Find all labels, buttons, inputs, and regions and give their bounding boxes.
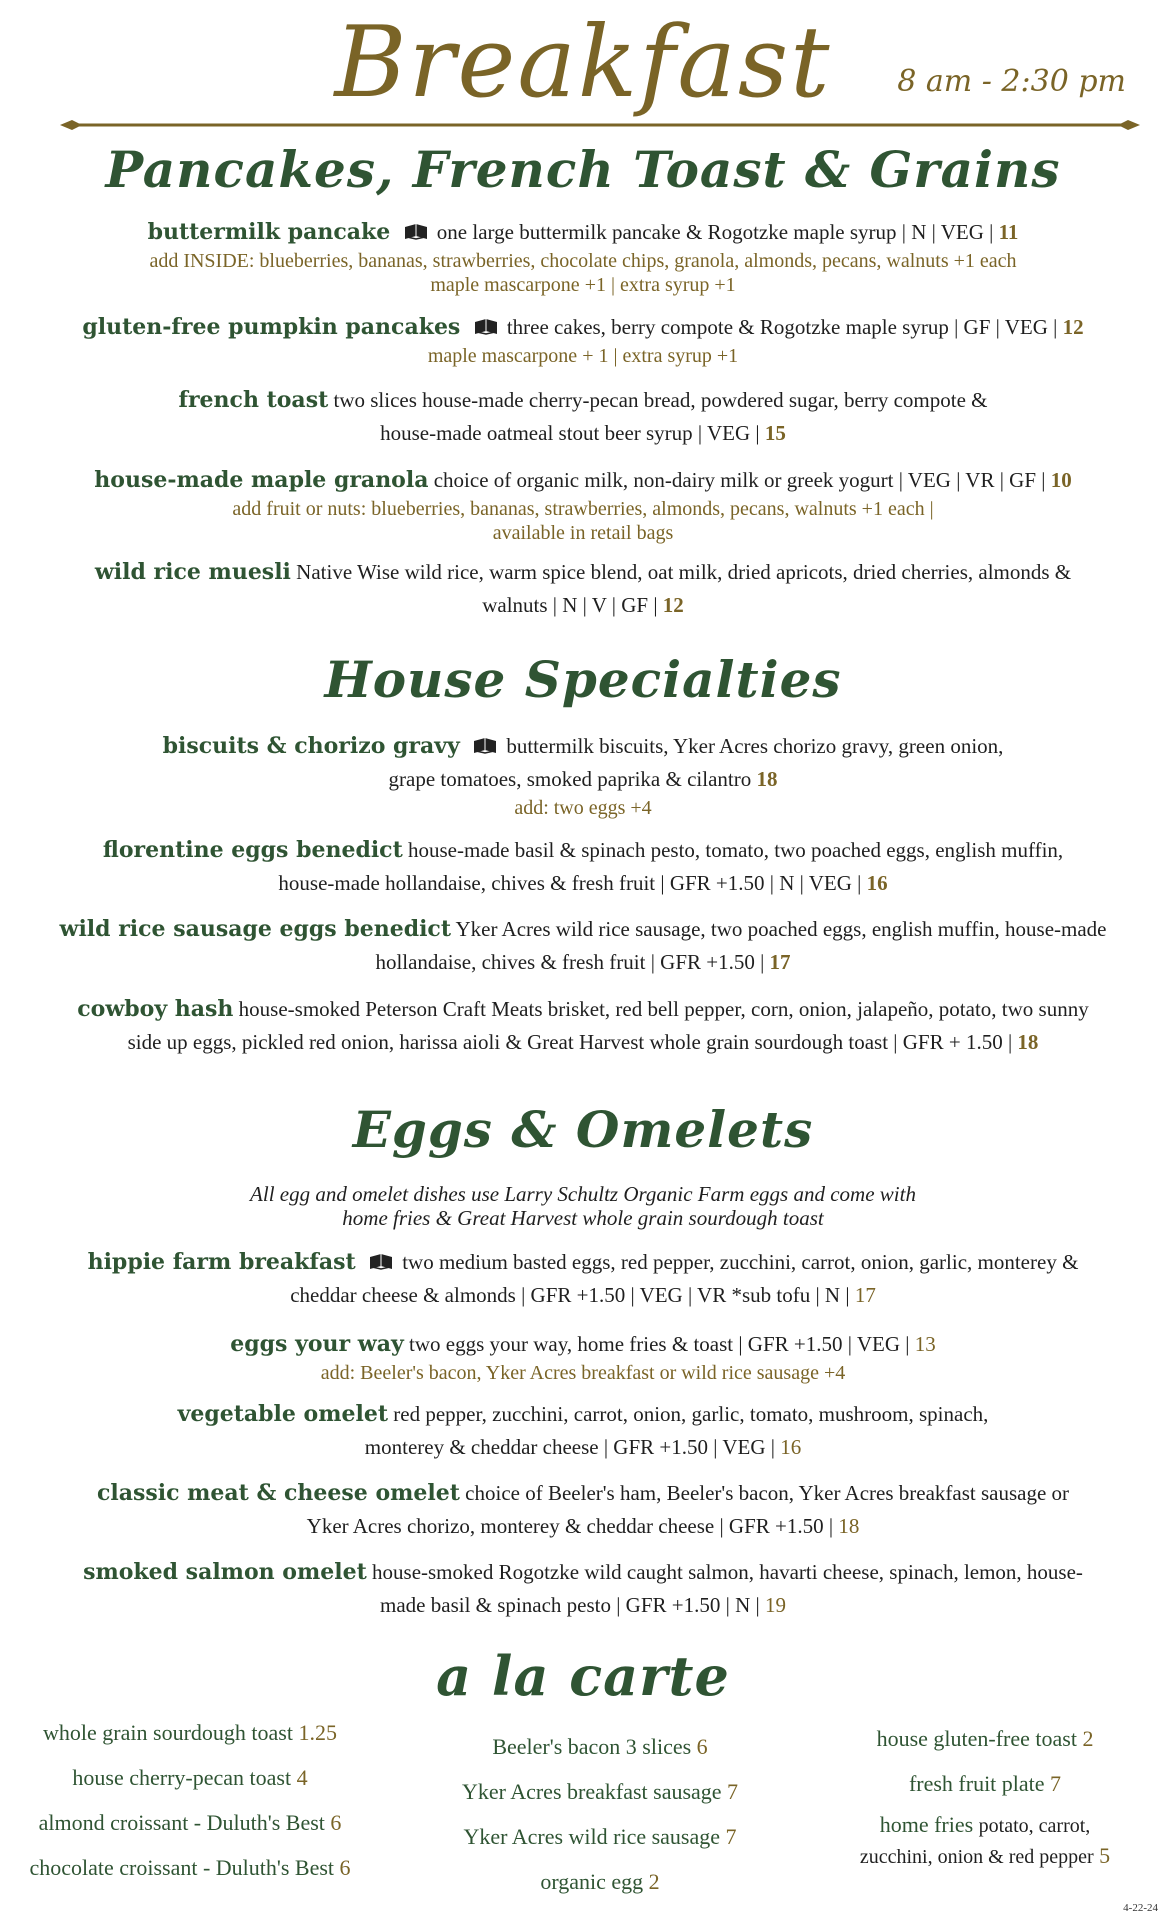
carte-item	[0, 1845, 380, 1890]
item-description: house-made oatmeal stout beer syrup | VEG |	[380, 421, 760, 445]
carte-item-price: 6	[339, 1855, 351, 1880]
carte-item	[400, 1859, 800, 1904]
title-divider	[60, 118, 1140, 132]
carte-item-price: 2	[1082, 1726, 1094, 1751]
item-description: grape tomatoes, smoked paprika & cilantro	[388, 767, 752, 791]
carte-item-price: 1.25	[298, 1720, 337, 1745]
menu-item-wild-rice-muesli	[20, 556, 1146, 622]
item-description: house-smoked Rogotzke wild caught salmon, havarti cheese, spinach, lemon, house-	[372, 1560, 1083, 1584]
item-description: cheddar cheese & almonds | GFR +1.50 | VEG | VR *sub tofu | N |	[290, 1283, 850, 1307]
item-description: house-made basil & spinach pesto, tomato, two poached eggs, english muffin,	[408, 838, 1064, 862]
section-title-a-la-carte: a la carte	[436, 1644, 730, 1708]
carte-item-price: 4	[296, 1765, 308, 1790]
item-description: two slices house-made cherry-pecan bread, powdered sugar, berry compote &	[333, 388, 988, 412]
item-description: walnuts | N | V | GF |	[482, 593, 658, 617]
carte-item-name: organic egg	[540, 1869, 644, 1894]
item-description: red pepper, zucchini, carrot, onion, garlic, tomato, mushroom, spinach,	[393, 1402, 989, 1426]
item-description: side up eggs, pickled red onion, harissa aioli & Great Harvest whole grain sourdough toast | GFR + 1.50 |	[127, 1030, 1013, 1054]
item-description: house-made hollandaise, chives & fresh fruit | GFR +1.50 | N | VEG |	[278, 871, 862, 895]
carte-item	[400, 1724, 800, 1769]
item-description: monterey & cheddar cheese | GFR +1.50 | VEG |	[364, 1435, 775, 1459]
item-description: choice of organic milk, non-dairy milk or greek yogurt | VEG | VR | GF |	[433, 468, 1046, 492]
carte-column-1	[0, 1710, 380, 1890]
item-price: 17	[854, 1283, 876, 1307]
item-name: hippie farm breakfast	[87, 1249, 356, 1275]
menu-item-gf-pumpkin-pancakes	[20, 311, 1146, 368]
carte-item-name: Yker Acres wild rice sausage	[463, 1824, 721, 1849]
item-price: 18	[756, 767, 778, 791]
item-name: vegetable omelet	[177, 1401, 389, 1427]
item-price: 17	[769, 950, 791, 974]
item-addon: add: Beeler's bacon, Yker Acres breakfast or wild rice sausage +4	[320, 1362, 846, 1384]
hours-text: 8 am - 2:30 pm	[897, 64, 1126, 99]
item-description: Native Wise wild rice, warm spice blend, oat milk, dried apricots, dried cherries, almonds &	[296, 560, 1072, 584]
item-name: house-made maple granola	[94, 467, 429, 493]
item-price: 18	[838, 1514, 860, 1538]
item-name: smoked salmon omelet	[83, 1559, 367, 1585]
section-title-pancakes: Pancakes, French Toast & Grains	[105, 140, 1061, 199]
book-icon	[474, 318, 498, 336]
item-name: classic meat & cheese omelet	[96, 1480, 460, 1506]
item-description: two eggs your way, home fries & toast | GFR +1.50 | VEG |	[409, 1332, 910, 1356]
section-title-specialties: House Specialties	[324, 650, 842, 709]
menu-item-cowboy-hash	[20, 993, 1146, 1059]
carte-item-price: 2	[648, 1869, 660, 1894]
item-name: gluten-free pumpkin pancakes	[82, 314, 461, 340]
carte-item-price: 5	[1099, 1843, 1111, 1868]
carte-item-price: 6	[330, 1810, 342, 1835]
carte-item-price: 7	[727, 1779, 739, 1804]
item-price: 16	[780, 1435, 802, 1459]
page-title: Breakfast	[334, 6, 832, 120]
item-description: hollandaise, chives & fresh fruit | GFR +1.50 |	[375, 950, 765, 974]
item-addon: add fruit or nuts: blueberries, bananas, strawberries, almonds, pecans, walnuts +1 each |	[232, 498, 934, 520]
menu-item-florentine-eggs-benedict	[20, 834, 1146, 900]
menu-item-buttermilk-pancake	[20, 216, 1146, 297]
carte-item	[0, 1800, 380, 1845]
item-price: 15	[764, 421, 786, 445]
item-description: one large buttermilk pancake & Rogotzke maple syrup | N | VEG |	[436, 220, 994, 244]
item-price: 10	[1050, 468, 1072, 492]
carte-item-name: whole grain sourdough toast	[43, 1720, 293, 1745]
item-price: 13	[914, 1332, 936, 1356]
item-description: three cakes, berry compote & Rogotzke maple syrup | GF | VEG |	[506, 315, 1058, 339]
menu-item-biscuits-chorizo-gravy	[20, 730, 1146, 820]
carte-item	[810, 1761, 1160, 1806]
carte-item-name: house cherry-pecan toast	[72, 1765, 292, 1790]
menu-item-french-toast	[20, 384, 1146, 450]
menu-item-wild-rice-sausage-benedict	[20, 913, 1146, 979]
item-price: 11	[998, 220, 1019, 244]
menu-item-classic-meat-cheese-omelet	[20, 1477, 1146, 1543]
item-name: wild rice muesli	[94, 559, 291, 585]
carte-column-2	[400, 1724, 800, 1904]
carte-item-name: house gluten-free toast	[876, 1726, 1077, 1751]
book-icon	[473, 737, 497, 755]
item-price: 12	[1062, 315, 1084, 339]
carte-item-name: almond croissant - Duluth's Best	[38, 1810, 325, 1835]
menu-item-eggs-your-way	[20, 1328, 1146, 1385]
carte-item	[400, 1814, 800, 1859]
carte-item	[400, 1769, 800, 1814]
item-name: eggs your way	[230, 1331, 404, 1357]
item-addon: maple mascarpone +1 | extra syrup +1	[430, 274, 736, 296]
carte-item-name: Yker Acres breakfast sausage	[461, 1779, 722, 1804]
book-icon	[404, 223, 428, 241]
book-icon	[369, 1253, 393, 1271]
date-stamp: 4-22-24	[1123, 1902, 1158, 1914]
item-name: buttermilk pancake	[147, 219, 391, 245]
item-name: cowboy hash	[77, 996, 234, 1022]
item-description: two medium basted eggs, red pepper, zucchini, carrot, onion, garlic, monterey &	[402, 1250, 1079, 1274]
section-title-eggs: Eggs & Omelets	[352, 1100, 814, 1159]
carte-item	[0, 1755, 380, 1800]
carte-item-price: 7	[725, 1824, 737, 1849]
item-description: made basil & spinach pesto | GFR +1.50 | N |	[380, 1593, 760, 1617]
carte-item-description: zucchini, onion & red pepper	[859, 1846, 1094, 1868]
item-description: buttermilk biscuits, Yker Acres chorizo gravy, green onion,	[506, 734, 1004, 758]
menu-item-smoked-salmon-omelet	[20, 1556, 1146, 1622]
item-price: 16	[866, 871, 888, 895]
item-description: Yker Acres chorizo, monterey & cheddar cheese | GFR +1.50 |	[306, 1514, 834, 1538]
carte-item-description: potato, carrot,	[978, 1815, 1091, 1837]
item-price: 18	[1017, 1030, 1039, 1054]
carte-item	[810, 1810, 1160, 1872]
item-price: 19	[764, 1593, 786, 1617]
menu-item-hippie-farm-breakfast	[20, 1246, 1146, 1312]
item-name: florentine eggs benedict	[102, 837, 403, 863]
carte-item-name: home fries	[879, 1812, 974, 1837]
item-price: 12	[662, 593, 684, 617]
item-addon: available in retail bags	[492, 522, 674, 544]
carte-item-name: fresh fruit plate	[908, 1771, 1045, 1796]
carte-item-name: chocolate croissant - Duluth's Best	[29, 1855, 335, 1880]
menu-item-vegetable-omelet	[20, 1398, 1146, 1464]
item-addon: add INSIDE: blueberries, bananas, strawberries, chocolate chips, granola, almonds, pecans, walnuts +1 each	[149, 250, 1017, 272]
item-addon: maple mascarpone + 1 | extra syrup +1	[427, 345, 739, 367]
intro-line: home fries & Great Harvest whole grain sourdough toast	[342, 1206, 824, 1230]
item-description: choice of Beeler's ham, Beeler's bacon, Yker Acres breakfast sausage or	[465, 1481, 1070, 1505]
carte-item-price: 7	[1050, 1771, 1062, 1796]
item-addon: add: two eggs +4	[514, 797, 652, 819]
item-name: french toast	[178, 387, 329, 413]
intro-line: All egg and omelet dishes use Larry Schultz Organic Farm eggs and come with	[250, 1182, 916, 1206]
carte-item	[810, 1716, 1160, 1761]
item-name: biscuits & chorizo gravy	[162, 733, 460, 759]
item-description: house-smoked Peterson Craft Meats brisket, red bell pepper, corn, onion, jalapeño, potato, two sunny	[238, 997, 1089, 1021]
item-description: Yker Acres wild rice sausage, two poached eggs, english muffin, house-made	[455, 917, 1107, 941]
carte-item	[0, 1710, 380, 1755]
item-name: wild rice sausage eggs benedict	[59, 916, 451, 942]
carte-column-3	[810, 1716, 1160, 1872]
menu-item-maple-granola	[20, 464, 1146, 545]
section-intro	[0, 1182, 1166, 1230]
carte-item-price: 6	[696, 1734, 708, 1759]
carte-item-name: Beeler's bacon 3 slices	[492, 1734, 692, 1759]
